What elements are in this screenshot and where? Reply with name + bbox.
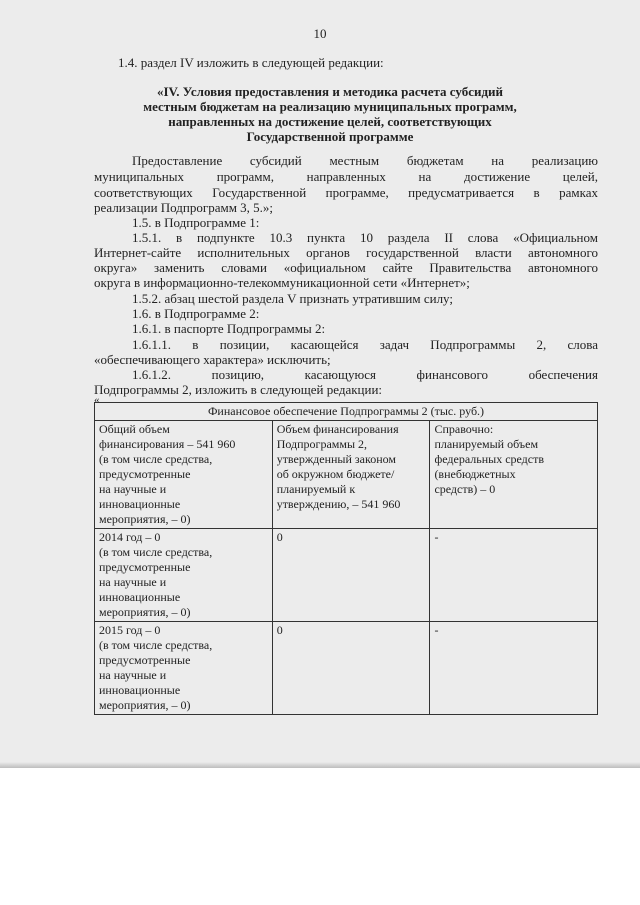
cell-line: (в том числе средства, <box>99 452 213 466</box>
cell-line: федеральных средств <box>434 452 545 466</box>
table-cell <box>430 529 598 622</box>
cell-line: об окружном бюджете/ <box>276 467 395 481</box>
cell-line: мероприятия, – 0) <box>99 605 191 619</box>
page-number: 10 <box>313 26 327 41</box>
cell-line: - <box>434 530 439 544</box>
cell-line: на научные и <box>99 482 167 496</box>
open-quote: « <box>94 394 100 406</box>
table-cell <box>95 622 273 715</box>
table-cell <box>272 622 430 715</box>
financing-table <box>94 402 598 715</box>
cell-line: средств) – 0 <box>434 482 496 496</box>
body-line: 1.6.1.1. в позиции, касающейся задач Подпрограммы 2, слова <box>132 337 598 352</box>
cell-line: на научные и <box>99 575 167 589</box>
cell-line: предусмотренные <box>99 560 191 574</box>
body-line: 1.6.1.2. позицию, касающуюся финансового обеспечения <box>132 367 598 382</box>
cell-line: Подпрограммы 2, <box>276 437 368 451</box>
table-row <box>95 421 598 529</box>
cell-line: инновационные <box>99 497 181 511</box>
body-line: 1.6. в Подпрограмме 2: <box>132 306 260 321</box>
cell-line: предусмотренные <box>99 467 191 481</box>
cell-line: утверждению, – 541 960 <box>276 497 401 511</box>
cell-line: 0 <box>276 623 283 637</box>
heading-line: местным бюджетам на реализацию муниципальных программ, <box>143 99 517 114</box>
table-row <box>95 529 598 622</box>
body-line: соответствующих Государственной программе, предусматривается в рамках <box>94 185 598 200</box>
table-cell <box>430 421 598 529</box>
cell-line: Справочно: <box>434 422 494 436</box>
body-line: Подпрограммы 2, изложить в следующей редакции: <box>94 382 383 397</box>
cell-line: инновационные <box>99 590 181 604</box>
table-cell <box>95 421 273 529</box>
cell-line: 2014 год – 0 <box>99 530 161 544</box>
cell-line: мероприятия, – 0) <box>99 512 191 526</box>
table-cell <box>430 622 598 715</box>
table-cell <box>272 529 430 622</box>
table-caption-row <box>95 403 598 421</box>
table-caption: Финансовое обеспечение Подпрограммы 2 (тыс. руб.) <box>95 403 598 421</box>
cell-line: Общий объем <box>99 422 170 436</box>
body-line: 1.6.1. в паспорте Подпрограммы 2: <box>132 321 326 336</box>
table-cell <box>272 421 430 529</box>
cell-line: Объем финансирования <box>276 422 399 436</box>
body-line: округа» заменить словами «официальном сайте Правительства автономного <box>94 260 598 275</box>
body-line: 1.5.2. абзац шестой раздела V признать утратившим силу; <box>132 291 454 306</box>
heading-line: Государственной программе <box>246 129 414 144</box>
intro-line: 1.4. раздел IV изложить в следующей редакции: <box>118 55 384 70</box>
cell-line: (внебюджетных <box>434 467 516 481</box>
table-row <box>95 622 598 715</box>
body-line: 1.5. в Подпрограмме 1: <box>132 215 260 230</box>
body-line: реализации Подпрограмм 3, 5.»; <box>94 200 274 215</box>
heading-line: направленных на достижение целей, соответствующих <box>168 114 492 129</box>
cell-line: мероприятия, – 0) <box>99 698 191 712</box>
cell-line: на научные и <box>99 668 167 682</box>
section-heading <box>110 84 550 144</box>
body-line: 1.5.1. в подпункте 10.3 пункта 10 раздела II слова «Официальном <box>132 230 598 245</box>
cell-line: 2015 год – 0 <box>99 623 161 637</box>
cell-line: планируемый к <box>276 482 356 496</box>
table-cell <box>95 529 273 622</box>
cell-line: (в том числе средства, <box>99 545 213 559</box>
cell-line: утвержденный законом <box>276 452 396 466</box>
cell-line: предусмотренные <box>99 653 191 667</box>
cell-line: инновационные <box>99 683 181 697</box>
body-line: Интернет-сайте исполнительных органов государственной власти автономного <box>94 245 598 260</box>
body-line: Предоставление субсидий местным бюджетам на реализацию <box>132 153 598 168</box>
heading-line: «IV. Условия предоставления и методика расчета субсидий <box>156 84 504 99</box>
body-line: «обеспечивающего характера» исключить; <box>94 352 331 367</box>
cell-line: 0 <box>276 530 283 544</box>
cell-line: планируемый объем <box>434 437 539 451</box>
body-line: округа в информационно-телекоммуникационной сети «Интернет»; <box>94 275 470 290</box>
cell-line: финансирования – 541 960 <box>99 437 236 451</box>
cell-line: (в том числе средства, <box>99 638 213 652</box>
cell-line: - <box>434 623 439 637</box>
body-line: муниципальных программ, направленных на достижение целей, <box>94 169 598 184</box>
